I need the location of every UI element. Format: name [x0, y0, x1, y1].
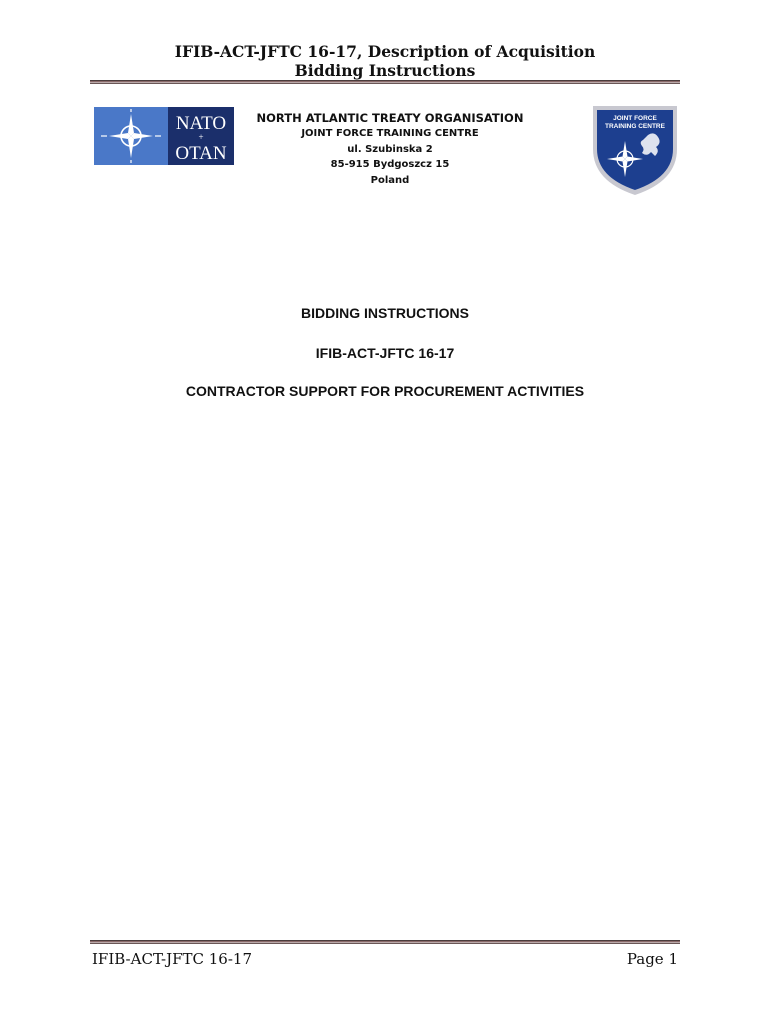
- header-title-line-1: IFIB-ACT-JFTC 16-17, Description of Acquisition: [174, 42, 596, 61]
- header-rule: [90, 80, 680, 84]
- footer-reference: IFIB-ACT-JFTC 16-17: [92, 950, 252, 968]
- organisation-city: 85-915 Bydgoszcz 15: [330, 159, 450, 170]
- organisation-address: [240, 110, 540, 188]
- document-reference: IFIB-ACT-JFTC 16-17: [315, 345, 455, 361]
- jftc-badge-logo: [590, 103, 680, 197]
- organisation-country: Poland: [370, 174, 410, 186]
- organisation-street: ul. Szubinska 2: [347, 143, 433, 155]
- document-header-title: [0, 42, 770, 80]
- badge-text-line-2: TRAINING CENTRE: [605, 123, 665, 130]
- footer-rule: [90, 940, 680, 944]
- badge-text-line-1: JOINT FORCE: [613, 115, 657, 122]
- organisation-unit: JOINT FORCE TRAINING CENTRE: [301, 128, 479, 139]
- header-title-line-2: Bidding Instructions: [294, 61, 476, 80]
- nato-separator: +: [198, 132, 204, 142]
- nato-text: NATO: [175, 113, 227, 134]
- document-heading: BIDDING INSTRUCTIONS: [301, 305, 469, 321]
- document-subject: CONTRACTOR SUPPORT FOR PROCUREMENT ACTIVITIES: [185, 383, 585, 399]
- nato-otan-logo: [94, 107, 234, 165]
- footer-page-number: Page 1: [626, 950, 678, 968]
- organisation-name: NORTH ATLANTIC TREATY ORGANISATION: [256, 111, 524, 125]
- otan-text: OTAN: [175, 143, 227, 164]
